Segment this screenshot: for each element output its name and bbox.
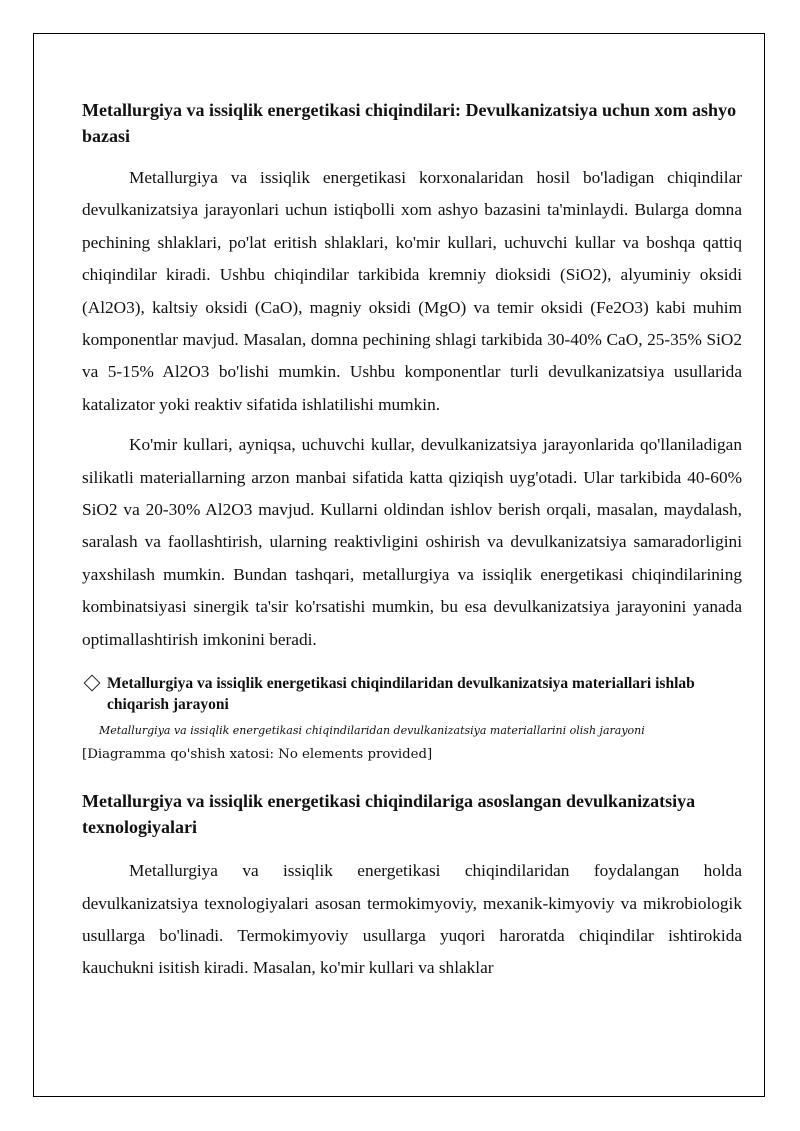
paragraph-coal-ash: Ko'mir kullari, ayniqsa, uchuvchi kullar, devulkanizatsiya jarayonlarida qo'llaniladigan silikatli materiallarning arzon manbai sifatida katta qiziqish uyg'otadi. Ular tarkibida 40-60% SiO2 va 20-30% Al2O3 mavjud. Kullarni oldindan ishlov berish orqali, masalan, maydalash, saralash va faollashtirish, ularning reaktivligini oshirish va devulkanizatsiya samaradorligini yaxshilash mumkin. Bundan tashqari, metallurgiya va issiqlik energetikasi chiqindilarining kombinatsiyasi sinergik ta'sir ko'rsatishi mumkin, bu esa devulkanizatsiya jarayonini yanada optimallashtirish imkonini beradi. [82,435,742,649]
document-body [82,97,742,985]
paragraph-waste-composition: Metallurgiya va issiqlik energetikasi korxonalaridan hosil bo'ladigan chiqindilar devulkanizatsiya jarayonlari uchun istiqbolli xom ashyo bazasini ta'minlaydi. Bularga domna pechining shlaklari, po'lat eritish shlaklari, ko'mir kullari, uchuvchi kullar va boshqa qattiq chiqindilar kiradi. Ushbu chiqindilar tarkibida kremniy dioksidi (SiO2), alyuminiy oksidi (Al2O3), kaltsiy oksidi (CaO), magniy oksidi (MgO) va temir oksidi (Fe2O3) kabi muhim komponentlar mavjud. Masalan, domna pechining shlagi tarkibida 30-40% CaO, 25-35% SiO2 va 5-15% Al2O3 bo'lishi mumkin. Ushbu komponentlar turli devulkanizatsiya usullarida katalizator yoki reaktiv sifatida ishlatilishi mumkin. [82,168,742,414]
diagram-error-message: [Diagramma qo'shish xatosi: No elements provided] [82,747,433,763]
paragraph-technology-methods: Metallurgiya va issiqlik energetikasi chiqindilaridan foydalangan holda devulkanizatsiya texnologiyalari asosan termokimyoviy, mexanik-kimyoviy va mikrobiologik usullarga bo'linadi. Termokimyoviy usullarga yuqori haroratda chiqindilar ishtirokida kauchukni isitish kiradi. Masalan, ko'mir kullari va shlaklar [82,861,742,978]
diagram-caption: Metallurgiya va issiqlik energetikasi chiqindilaridan devulkanizatsiya materiallarini olish jarayoni [99,724,645,738]
diagram-heading-text: Metallurgiya va issiqlik energetikasi chiqindilaridan devulkanizatsiya materiallari ishlab chiqarish jarayoni [107,675,695,714]
diamond-icon [84,675,101,692]
diagram-heading [82,673,742,715]
section-title-technologies: Metallurgiya va issiqlik energetikasi chiqindilariga asoslangan devulkanizatsiya texnologiyalari [82,791,696,838]
section-title-raw-material-base: Metallurgiya va issiqlik energetikasi chiqindilari: Devulkanizatsiya uchun xom ashyo bazasi [82,100,737,146]
